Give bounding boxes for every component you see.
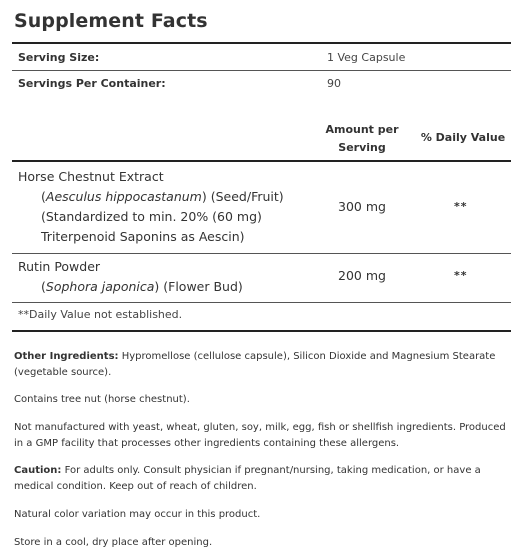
caution-statement	[14, 463, 509, 495]
serving-size-label: Serving Size:	[18, 51, 100, 64]
servings-per-container-label: Servings Per Container:	[18, 77, 166, 90]
bottom-rule	[12, 330, 511, 332]
amount-per-serving-header	[322, 121, 402, 157]
serving-divider	[12, 70, 511, 71]
ingredient-amount: 300 mg	[338, 199, 386, 214]
allergen-statement: Not manufactured with yeast, wheat, gluten, soy, milk, egg, fish or shellfish ingredients. Produced in a GMP facility that processes other ingredients containing these allergens.	[14, 422, 506, 449]
ingredient-amount: 200 mg	[338, 268, 386, 283]
botanical-name: Aesculus hippocastanum	[45, 189, 202, 204]
ingredient-rutin	[18, 257, 243, 297]
ingredient-name: Rutin Powder	[18, 259, 101, 274]
serving-size-value: 1 Veg Capsule	[327, 51, 406, 64]
servings-per-container-value: 90	[327, 77, 341, 90]
botanical-name: Sophora japonica	[45, 279, 155, 294]
ingredient-botanical-line: (Sophora japonica) (Flower Bud)	[41, 279, 243, 294]
other-ingredients-label: Other Ingredients:	[14, 351, 119, 362]
ingredient-divider	[12, 253, 511, 254]
other-ingredients	[14, 349, 509, 381]
footnote-divider	[12, 302, 511, 303]
daily-value-header: % Daily Value	[420, 131, 506, 144]
ingredient-standardization-line-2: Triterpenoid Saponins as Aescin)	[41, 229, 245, 244]
top-rule	[12, 42, 511, 44]
ingredient-daily-value: **	[454, 200, 468, 213]
storage-instructions: Store in a cool, dry place after opening.	[14, 537, 213, 548]
caution-label: Caution:	[14, 465, 62, 476]
color-variation-note: Natural color variation may occur in this product.	[14, 509, 261, 520]
ingredient-name: Horse Chestnut Extract	[18, 169, 164, 184]
amount-header-line1: Amount per	[325, 123, 399, 136]
ingredient-horse-chestnut	[18, 167, 284, 247]
ingredient-standardization-line: (Standardized to min. 20% (60 mg)	[41, 209, 262, 224]
contains-statement: Contains tree nut (horse chestnut).	[14, 394, 190, 405]
caution-text: For adults only. Consult physician if pregnant/nursing, taking medication, or have a medical condition. Keep out of reach of children.	[14, 465, 481, 492]
other-ingredients-text: Hypromellose (cellulose capsule), Silicon Dioxide and Magnesium Stearate (vegetable source).	[14, 351, 496, 378]
amount-header-line2: Serving	[338, 141, 386, 154]
ingredient-daily-value: **	[454, 269, 468, 282]
ingredient-botanical-line: (Aesculus hippocastanum) (Seed/Fruit)	[41, 189, 284, 204]
daily-value-footnote: **Daily Value not established.	[18, 308, 183, 321]
page-title: Supplement Facts	[14, 10, 208, 32]
header-rule	[12, 160, 511, 162]
